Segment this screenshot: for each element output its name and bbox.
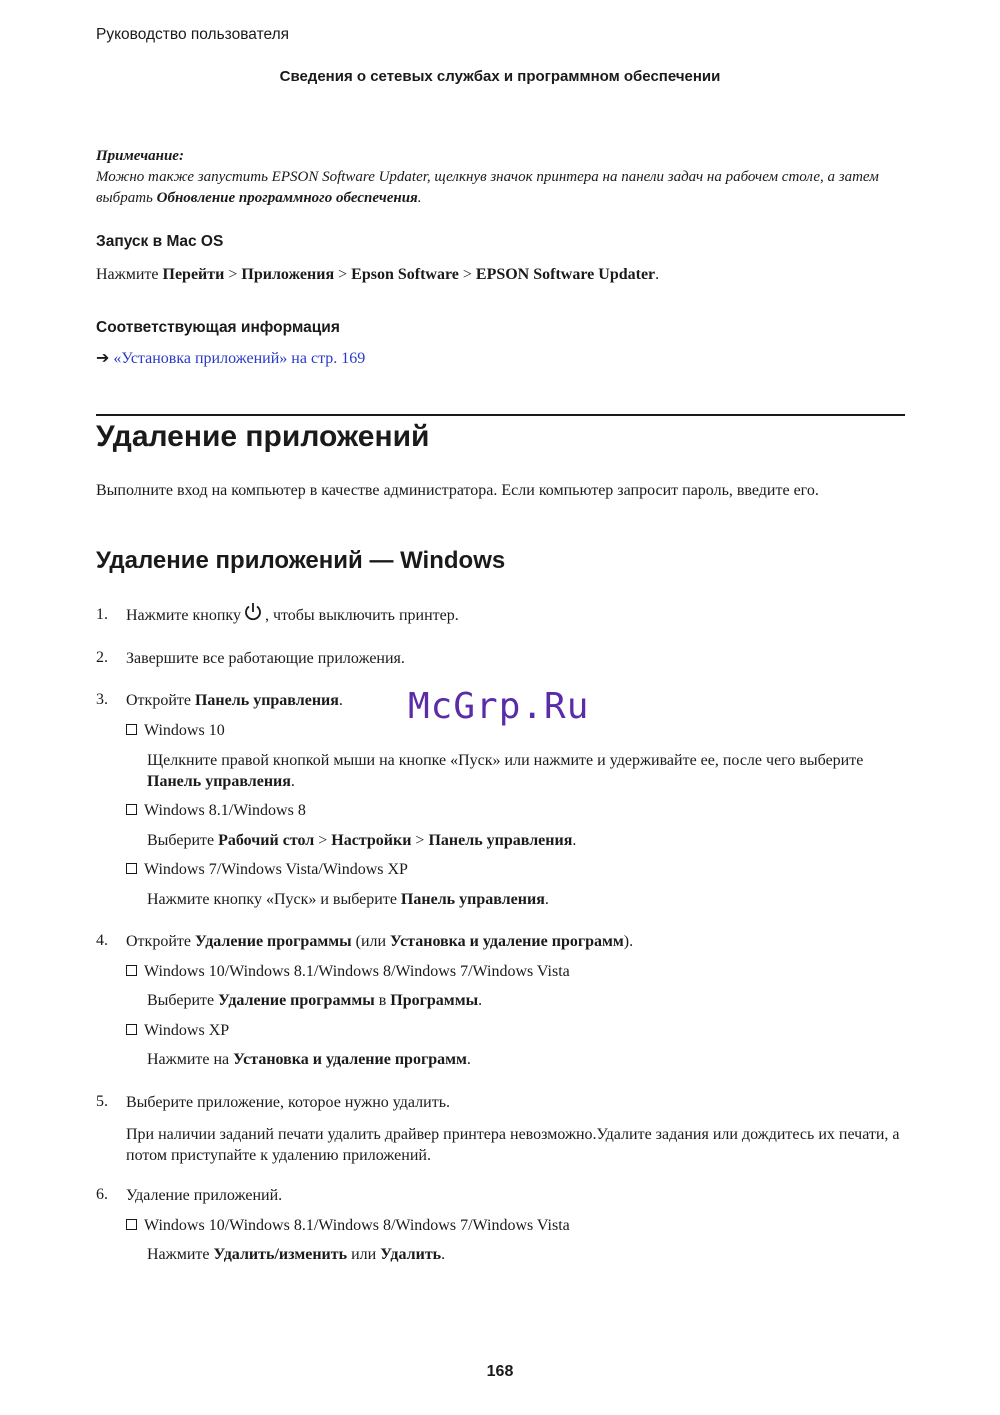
- option-windows-8: Windows 8.1/Windows 8: [126, 802, 306, 820]
- step-number: 4.: [96, 932, 108, 949]
- option-instruction: Нажмите кнопку «Пуск» и выберите Панель управления.: [147, 891, 549, 908]
- note-text: Можно также запустить EPSON Software Updater, щелкнув значок принтера на панели задач на рабочем столе, а затем выбрать Обновление программного обеспечения.: [96, 169, 879, 206]
- step-5-note: При наличии заданий печати удалить драйвер принтера невозможно.Удалите задания или дождитесь их печати, а потом приступайте к удалению приложений.: [126, 1126, 900, 1164]
- power-icon: [243, 602, 263, 622]
- option-windows-10-vista: Windows 10/Windows 8.1/Windows 8/Windows 7/Windows Vista: [126, 1217, 570, 1235]
- step-number: 1.: [96, 606, 108, 623]
- related-heading: Соответствующая информация: [96, 319, 340, 336]
- chapter-title: Сведения о сетевых службах и программном обеспечении: [279, 68, 721, 85]
- section-divider: [96, 414, 905, 416]
- note-block: [96, 146, 916, 209]
- option-instruction: Нажмите Удалить/изменить или Удалить.: [147, 1246, 446, 1263]
- checkbox-bullet-icon: [126, 1024, 137, 1035]
- checkbox-bullet-icon: [126, 724, 137, 735]
- step-number: 5.: [96, 1093, 108, 1110]
- mac-instruction: Нажмите Перейти > Приложения > Epson Software > EPSON Software Updater.: [96, 266, 660, 283]
- option-windows-7: Windows 7/Windows Vista/Windows XP: [126, 861, 408, 879]
- step-number: 6.: [96, 1186, 108, 1203]
- option-windows-xp: Windows XP: [126, 1022, 229, 1040]
- section-title: Удаление приложений: [96, 420, 430, 453]
- arrow-right-icon: ➔: [96, 350, 110, 367]
- checkbox-bullet-icon: [126, 863, 137, 874]
- subsection-title: Удаление приложений — Windows: [96, 547, 506, 574]
- checkbox-bullet-icon: [126, 965, 137, 976]
- step-3-text: Откройте Панель управления.: [126, 692, 343, 709]
- running-header: Руководство пользователя: [96, 26, 290, 43]
- step-2-text: Завершите все работающие приложения.: [126, 650, 405, 667]
- checkbox-bullet-icon: [126, 1219, 137, 1230]
- step-1-text: Нажмите кнопку , чтобы выключить принтер.: [126, 602, 459, 626]
- related-link[interactable]: «Установка приложений» на стр. 169: [113, 350, 366, 367]
- step-number: 2.: [96, 649, 108, 666]
- option-windows-10-vista: Windows 10/Windows 8.1/Windows 8/Windows 7/Windows Vista: [126, 963, 570, 981]
- checkbox-bullet-icon: [126, 804, 137, 815]
- step-number: 3.: [96, 691, 108, 708]
- option-instruction: Выберите Рабочий стол > Настройки > Панель управления.: [147, 832, 577, 849]
- option-windows-10: Windows 10: [126, 722, 225, 740]
- step-4-text: Откройте Удаление программы (или Установка и удаление программ).: [126, 933, 634, 950]
- related-link-row: [96, 348, 365, 368]
- page-number: 168: [486, 1363, 514, 1380]
- option-instruction: Щелкните правой кнопкой мыши на кнопке «Пуск» или нажмите и удерживайте ее, после чего выберите Панель управления.: [147, 752, 864, 790]
- watermark: McGrp.Ru: [408, 686, 590, 727]
- step-5-text: Выберите приложение, которое нужно удалить.: [126, 1094, 450, 1111]
- step-6-text: Удаление приложений.: [126, 1187, 283, 1204]
- option-instruction: Нажмите на Установка и удаление программ.: [147, 1051, 471, 1068]
- option-instruction: Выберите Удаление программы в Программы.: [147, 992, 483, 1009]
- mac-heading: Запуск в Mac OS: [96, 233, 224, 250]
- note-label: Примечание:: [96, 148, 184, 164]
- section-intro: Выполните вход на компьютер в качестве администратора. Если компьютер запросит пароль, введите его.: [96, 482, 819, 499]
